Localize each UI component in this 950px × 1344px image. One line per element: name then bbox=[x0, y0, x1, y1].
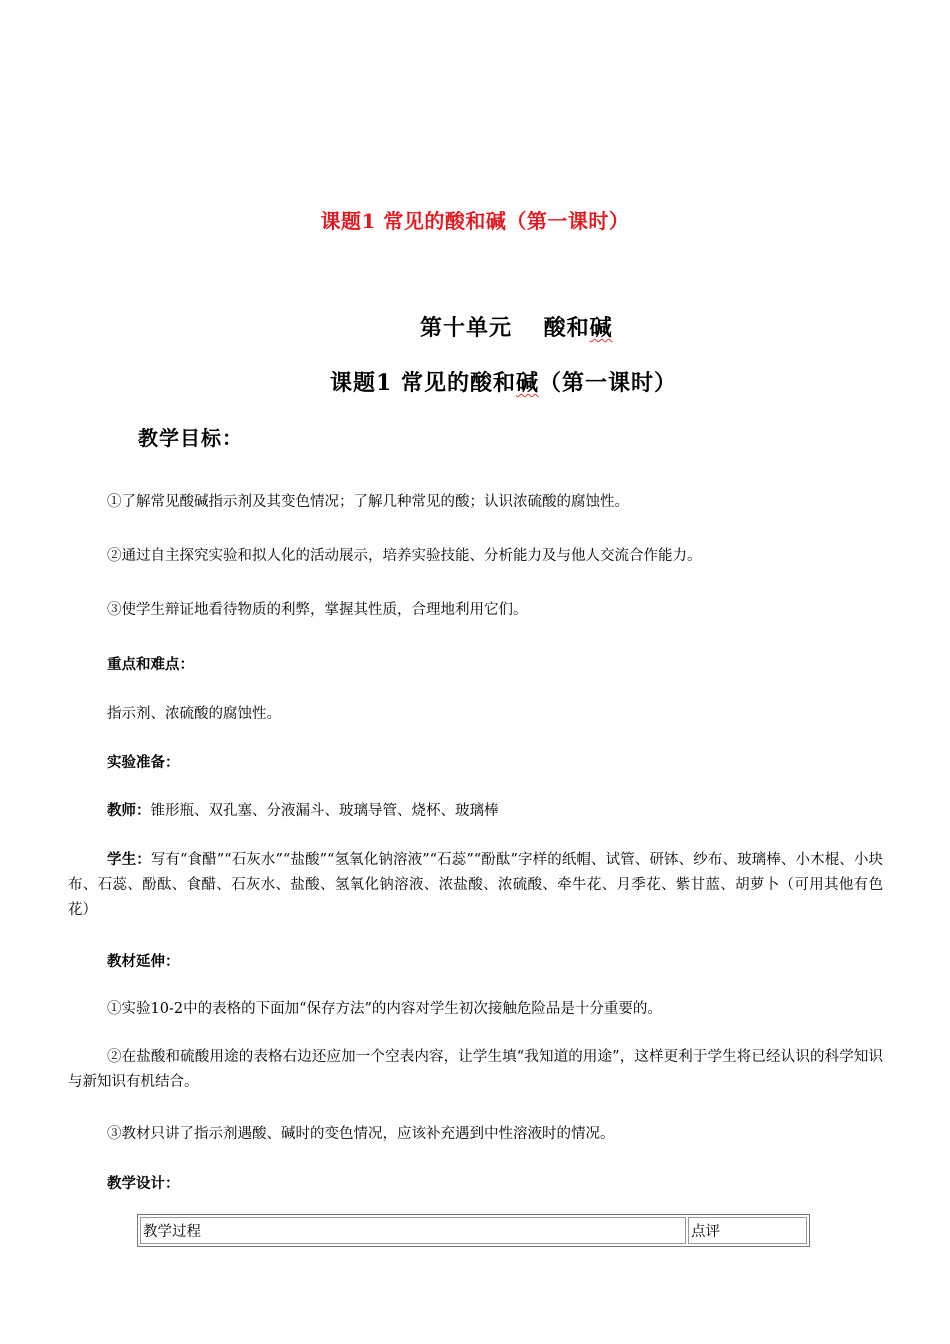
teacher-text: 锥形瓶、双孔塞、分液漏斗、玻璃导管、烧杯、玻璃棒 bbox=[150, 803, 499, 819]
extension-item-3: ③教材只讲了指示剂遇酸、碱时的变色情况，应该补充遇到中性溶液时的情况。 bbox=[107, 1126, 615, 1142]
teacher-prep bbox=[107, 799, 499, 823]
lesson-title-text: 课题1 常见的酸和 bbox=[330, 370, 516, 396]
design-heading: 教学设计： bbox=[107, 1175, 180, 1192]
student-label: 学生： bbox=[107, 851, 151, 868]
teacher-label: 教师： bbox=[107, 802, 151, 819]
goals-heading: 教学目标： bbox=[138, 426, 243, 450]
table-row bbox=[140, 1217, 807, 1244]
extension-heading: 教材延伸： bbox=[107, 953, 180, 970]
column-header-comment: 点评 bbox=[688, 1217, 807, 1244]
column-header-process: 教学过程 bbox=[140, 1217, 686, 1244]
key-points-text: 指示剂、浓硫酸的腐蚀性。 bbox=[107, 706, 281, 722]
unit-title bbox=[420, 311, 613, 342]
preparation-heading: 实验准备： bbox=[107, 754, 180, 771]
goal-item-3: ③使学生辩证地看待物质的利弊，掌握其性质，合理地利用它们。 bbox=[107, 602, 528, 618]
goal-item-2: ②通过自主探究实验和拟人化的活动展示，培养实验技能、分析能力及与他人交流合作能力。 bbox=[107, 548, 702, 564]
student-prep bbox=[68, 847, 883, 923]
design-table bbox=[137, 1214, 810, 1247]
unit-title-spellcheck-word: 碱 bbox=[589, 315, 613, 341]
extension-item-1: ①实验10-2中的表格的下面加“保存方法”的内容对学生初次接触危险品是十分重要的。 bbox=[107, 1001, 662, 1017]
unit-title-text: 第十单元 酸和 bbox=[420, 315, 590, 341]
student-text: 写有“食醋”“石灰水”“盐酸”“氢氧化钠溶液”“石蕊”“酚酞”字样的纸帽、试管、研钵、纱布、玻璃棒、小木棍、小块布、石蕊、酚酞、食醋、石灰水、盐酸、氢氧化钠溶液、浓盐酸、浓硫酸、牵牛花、月季花、紫甘蓝、胡萝卜（可用其他有色花） bbox=[68, 852, 884, 918]
goal-item-1: ①了解常见酸碱指示剂及其变色情况；了解几种常见的酸；认识浓硫酸的腐蚀性。 bbox=[107, 494, 629, 510]
lesson-title-suffix: （第一课时） bbox=[538, 370, 677, 396]
extension-item-2: ②在盐酸和硫酸用途的表格右边还应加一个空表内容，让学生填“我知道的用途”，这样更利于学生将已经认识的科学知识与新知识有机结合。 bbox=[68, 1049, 883, 1090]
lesson-title bbox=[330, 366, 677, 397]
key-points-heading: 重点和难点： bbox=[107, 656, 194, 673]
red-title: 课题1 常见的酸和碱（第一课时） bbox=[320, 209, 630, 233]
lesson-title-spellcheck-word: 碱 bbox=[515, 370, 539, 396]
